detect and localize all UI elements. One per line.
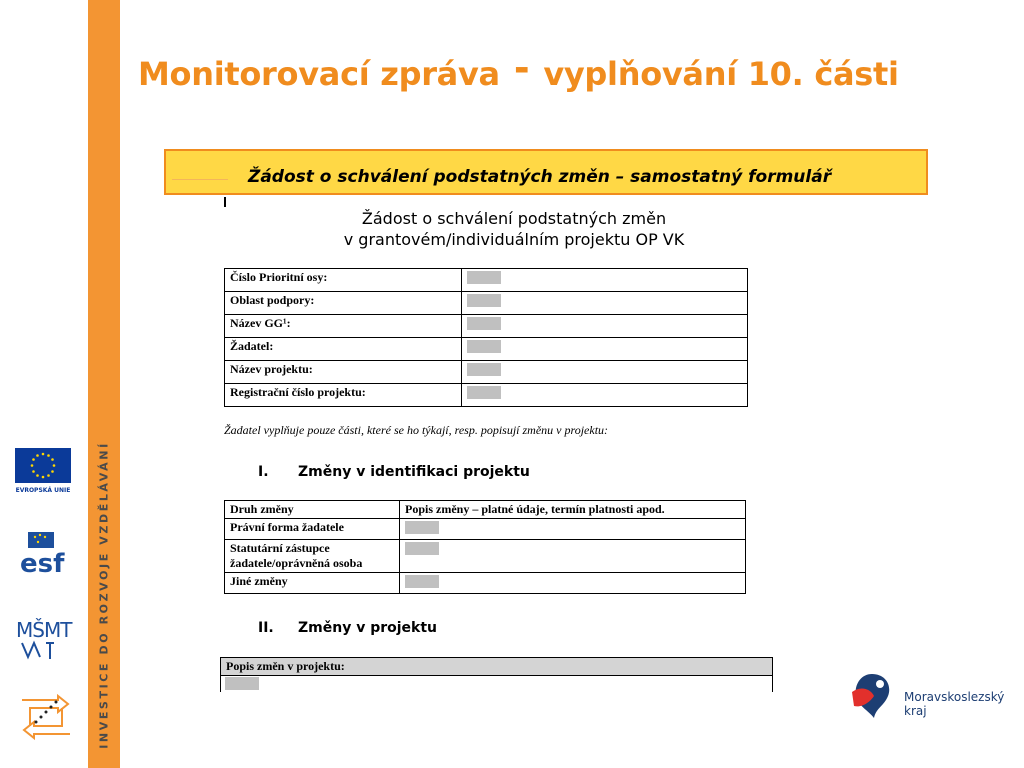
row-label: Žadatel:: [225, 338, 462, 361]
row-label: Registrační číslo projektu:: [225, 384, 462, 407]
table-row: [225, 573, 746, 594]
page-title: [138, 46, 899, 94]
table-row: [225, 361, 748, 384]
column-header: Druh změny: [225, 501, 400, 519]
table-row: [221, 676, 773, 693]
form-field[interactable]: [467, 363, 501, 376]
table-row: [225, 540, 746, 573]
section-number: I.: [258, 464, 269, 480]
region-logo-text: [904, 690, 1004, 718]
changes-table: [224, 500, 746, 594]
form-field[interactable]: [467, 386, 501, 399]
row-label: Číslo Prioritní osy:: [225, 269, 462, 292]
form-field[interactable]: [467, 294, 501, 307]
row-label: Jiné změny: [225, 573, 400, 594]
esf-text: esf: [20, 549, 65, 575]
sidebar-slogan: INVESTICE DO ROZVOJE VZDĚLÁVÁNÍ: [97, 441, 111, 749]
table-header-row: [225, 501, 746, 519]
msmt-text: MŠMT: [16, 618, 72, 642]
instruction-note: Žadatel vyplňuje pouze části, které se ho týkají, resp. popisují změnu v projektu:: [224, 423, 609, 437]
row-label: Statutární zástupce žadatele/oprávněná osoba: [225, 540, 400, 573]
highlight-banner: [164, 149, 928, 195]
column-header: Popis změny – platné údaje, termín platnosti apod.: [400, 501, 746, 519]
table-header-row: [221, 658, 773, 676]
moravskoslezsky-kraj-logo-icon: [850, 670, 894, 722]
section-label: Změny v projektu: [298, 620, 438, 636]
value-cell: [462, 384, 748, 407]
title-sub: vyplňování 10. části: [543, 55, 899, 93]
value-cell: [462, 292, 748, 315]
form-field[interactable]: [405, 542, 439, 555]
title-dash: -: [513, 46, 530, 90]
value-cell: [221, 676, 773, 693]
msmt-logo-icon: [14, 615, 76, 661]
value-cell: [400, 540, 746, 573]
form-title-line2: v grantovém/individuálním projektu OP VK: [343, 230, 685, 249]
form-field[interactable]: [467, 317, 501, 330]
project-info-table: [224, 268, 748, 407]
value-cell: [400, 519, 746, 540]
form-field[interactable]: [467, 271, 501, 284]
banner-text: Žádost o schválení podstatných změn – samostatný formulář: [248, 167, 832, 187]
section-label: Změny v identifikaci projektu: [298, 464, 530, 480]
form-mark: [224, 197, 226, 207]
project-changes-table: [220, 657, 773, 692]
esf-logo-icon: [18, 530, 74, 575]
value-cell: [462, 315, 748, 338]
value-cell: [462, 361, 748, 384]
region-line2: kraj: [904, 704, 927, 718]
row-label: Název projektu:: [225, 361, 462, 384]
banner-line: [172, 179, 228, 180]
table-row: [225, 338, 748, 361]
value-cell: [400, 573, 746, 594]
table-row: [225, 269, 748, 292]
table-row: [225, 292, 748, 315]
row-label: Právní forma žadatele: [225, 519, 400, 540]
op-vk-logo-icon: [18, 692, 74, 742]
value-cell: [462, 338, 748, 361]
form-title-line1: Žádost o schválení podstatných změn: [361, 209, 667, 228]
form-field[interactable]: [467, 340, 501, 353]
table-row: [225, 519, 746, 540]
row-label: Název GG¹:: [225, 315, 462, 338]
section-number: II.: [258, 620, 274, 636]
region-line1: Moravskoslezský: [904, 690, 1005, 704]
form-field[interactable]: [225, 677, 259, 690]
table-row: [225, 384, 748, 407]
form-field[interactable]: [405, 521, 439, 534]
eu-label: EVROPSKÁ UNIE: [15, 487, 71, 494]
value-cell: [462, 269, 748, 292]
column-header: Popis změn v projektu:: [221, 658, 773, 676]
table-row: [225, 315, 748, 338]
eu-flag-icon: [15, 448, 71, 483]
form-field[interactable]: [405, 575, 439, 588]
form-title: [250, 208, 778, 250]
row-label: Oblast podpory:: [225, 292, 462, 315]
title-main: Monitorovací zpráva: [138, 55, 500, 93]
